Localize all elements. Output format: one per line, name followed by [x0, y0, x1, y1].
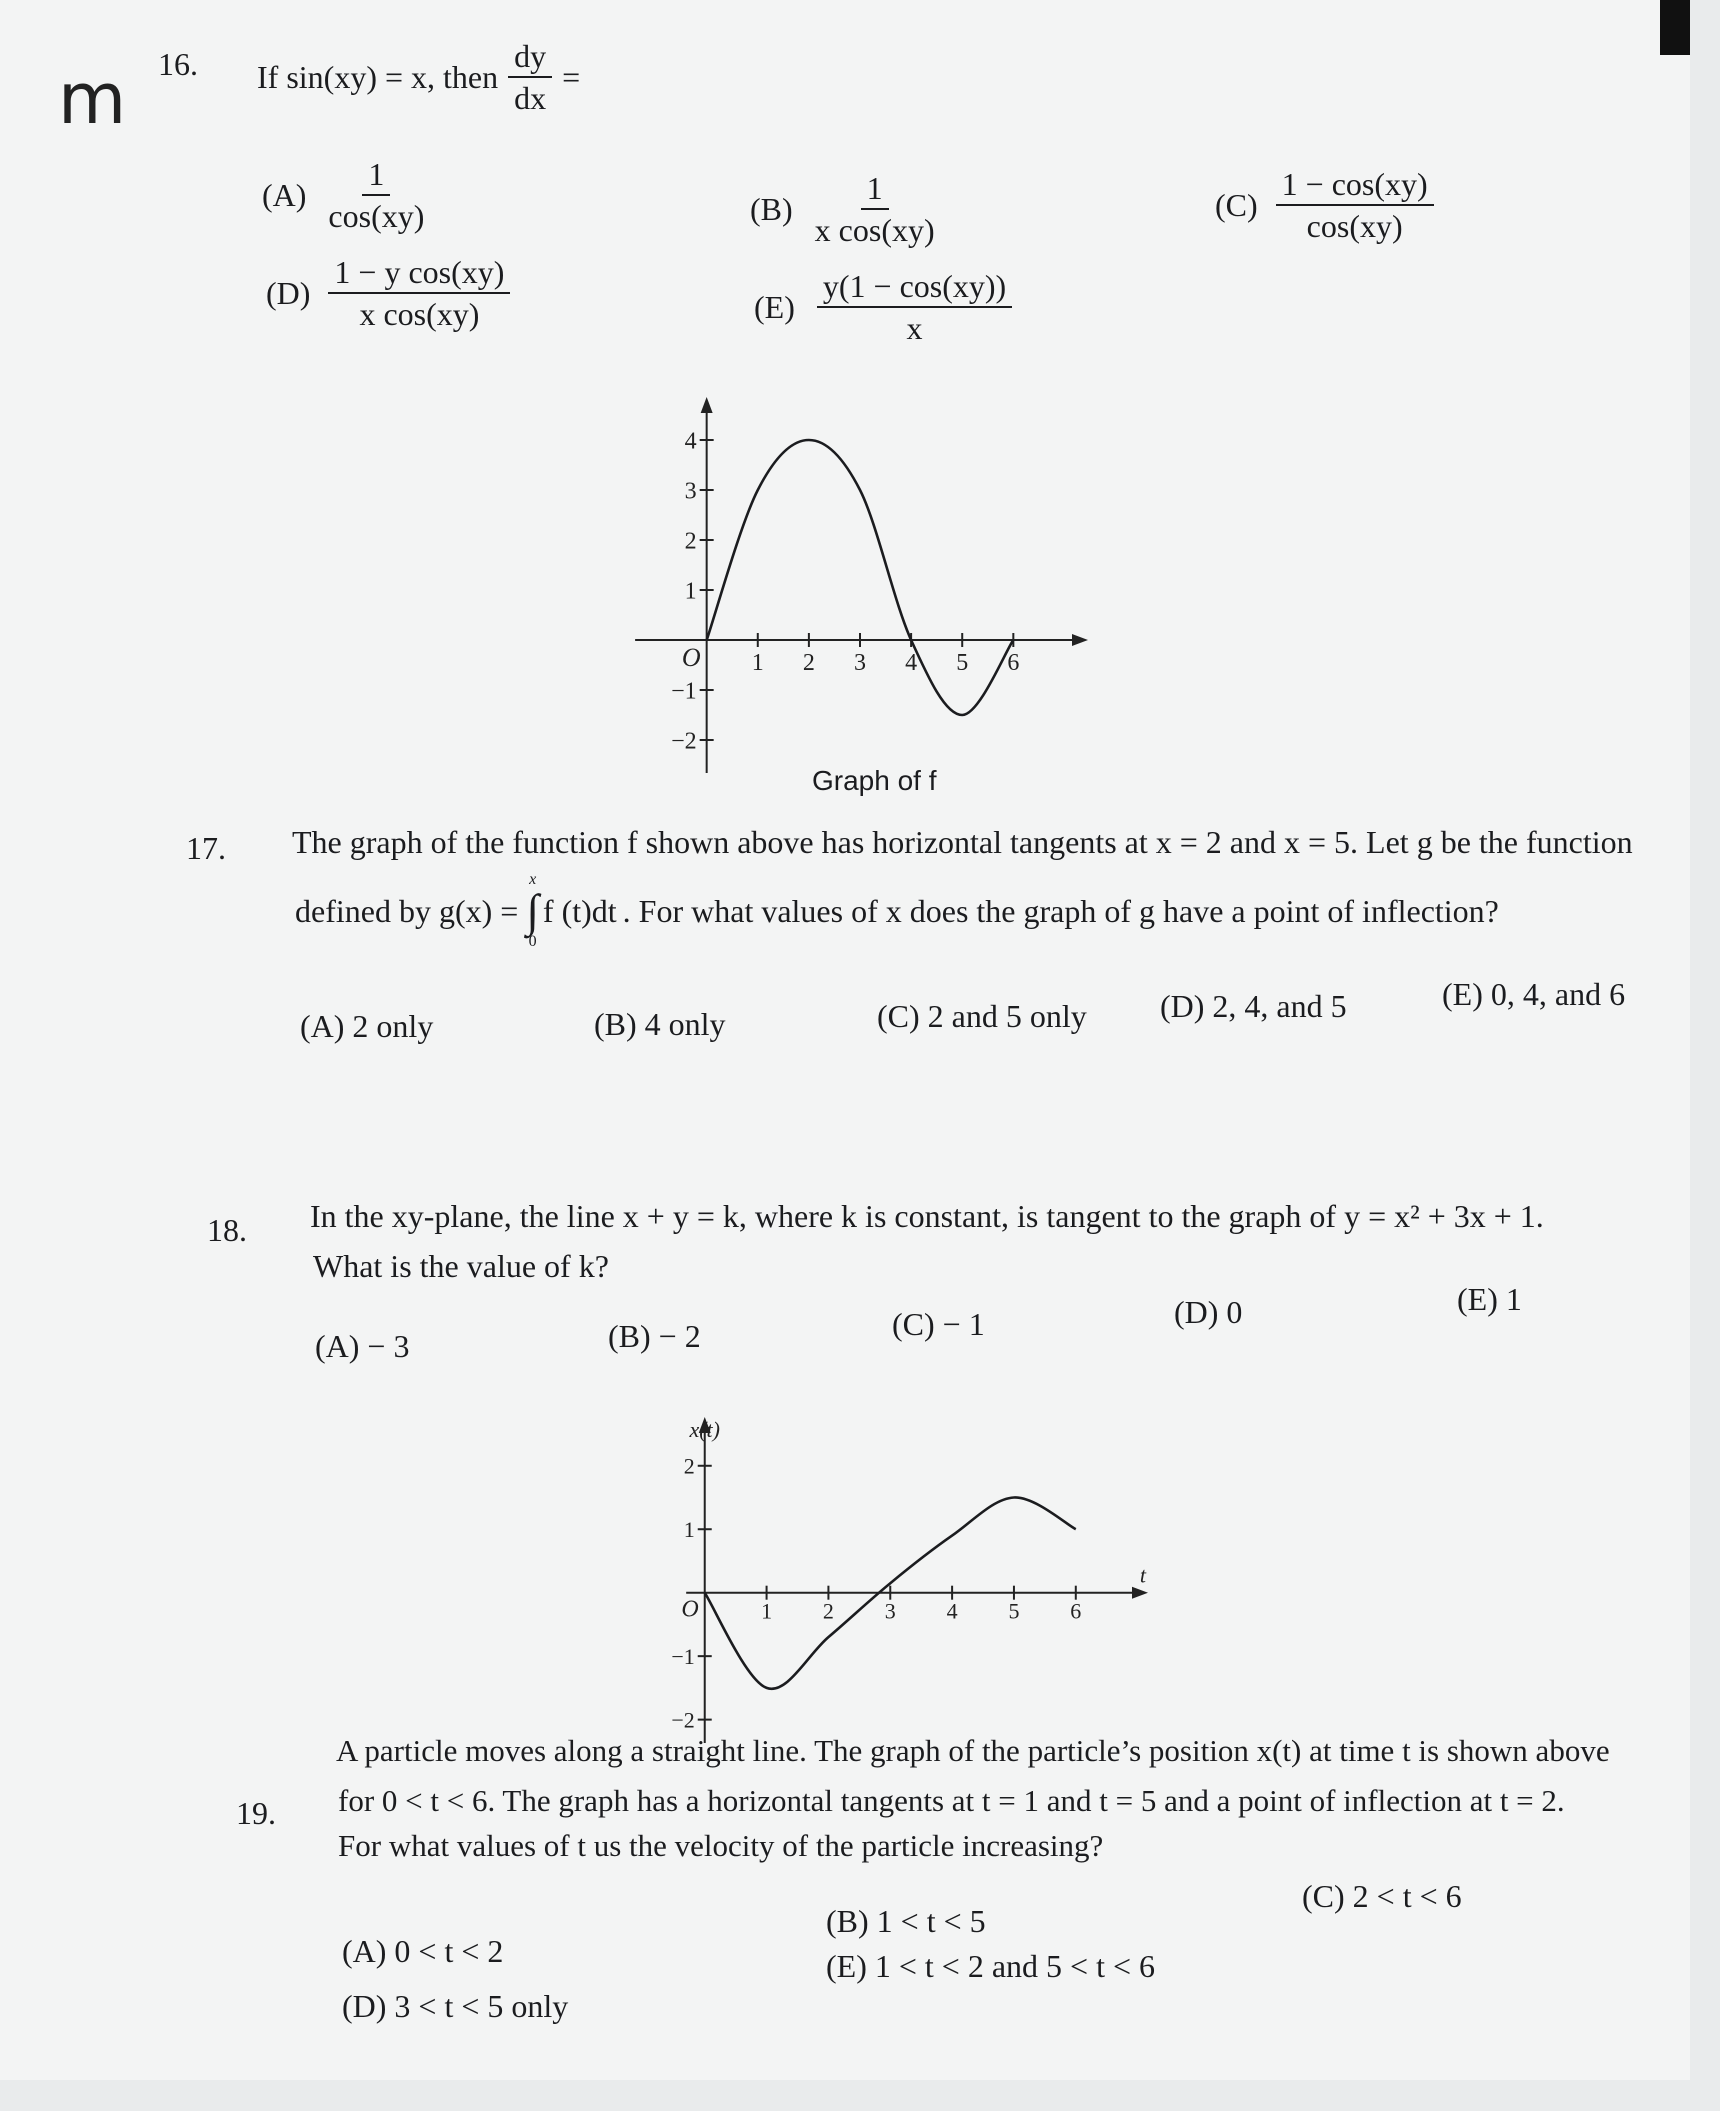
q17-line2-prefix: defined by g(x) =	[295, 893, 519, 929]
x-tick-label: 5	[1008, 1598, 1020, 1624]
choice-label: (A)	[262, 177, 307, 213]
y-tick-label: −1	[671, 678, 697, 705]
graph-of-position	[671, 1415, 1150, 1745]
choice-label: (D)	[1160, 988, 1205, 1024]
q17-choice-c[interactable]	[877, 1000, 1087, 1032]
y-tick-label: 1	[684, 578, 697, 605]
x-tick-label: 4	[946, 1598, 958, 1624]
choice-label: (C)	[1302, 1878, 1345, 1914]
choice-numerator: 1	[362, 158, 390, 196]
q16-choice-b[interactable]	[750, 172, 935, 246]
q16-number: 16.	[158, 46, 198, 82]
choice-label: (E)	[826, 1948, 867, 1984]
q18-line1: In the xy-plane, the line x + y = k, where k is constant, is tangent to the graph of y = x² + 3x + 1.	[310, 1198, 1544, 1234]
choice-text: 2, 4, and 5	[1212, 988, 1347, 1024]
origin-label: O	[681, 643, 701, 672]
q17-choice-a[interactable]	[300, 1010, 433, 1042]
q16-deriv-den: dx	[514, 80, 547, 116]
y-tick-label: 3	[684, 478, 697, 505]
choice-label: (B)	[750, 191, 793, 227]
q18-choice-b[interactable]	[608, 1320, 701, 1352]
q17-choice-b[interactable]	[594, 1008, 726, 1040]
choice-label: (A)	[315, 1328, 360, 1364]
q17-line2	[295, 872, 1499, 950]
q19-choice-e[interactable]	[826, 1950, 1155, 1982]
choice-fraction	[1276, 168, 1434, 242]
choice-numerator: y(1 − cos(xy))	[817, 270, 1012, 308]
choice-denominator: cos(xy)	[328, 198, 425, 234]
choice-denominator: x cos(xy)	[814, 212, 935, 248]
choice-numerator: 1	[861, 172, 889, 210]
choice-numerator: 1 − y cos(xy)	[328, 256, 510, 294]
choice-text: 1 < t < 2 and 5 < t < 6	[874, 1948, 1156, 1984]
y-axis-label: x(t)	[689, 1417, 721, 1442]
q16-choice-c[interactable]	[1215, 168, 1434, 242]
choice-numerator: 1 − cos(xy)	[1276, 168, 1434, 206]
q18-line2: What is the value of k?	[313, 1248, 609, 1284]
graph-f-caption: Graph of f	[812, 765, 937, 796]
q18-choice-a[interactable]	[315, 1330, 409, 1362]
q19-line2: for 0 < t < 6. The graph has a horizontal tangents at t = 1 and t = 5 and a point of inflection at t = 2.	[338, 1783, 1565, 1818]
q17-number: 17.	[186, 830, 226, 866]
choice-label: (E)	[754, 289, 795, 325]
choice-text: − 3	[367, 1328, 410, 1364]
choice-label: (A)	[300, 1008, 345, 1044]
q16-equals: =	[562, 59, 581, 95]
q19-line3: For what values of t us the velocity of the particle increasing?	[338, 1828, 1104, 1863]
q18-choice-c[interactable]	[892, 1308, 985, 1340]
choice-label: (C)	[892, 1306, 935, 1342]
q16-derivative	[508, 40, 552, 114]
x-axis-arrow	[1132, 1587, 1148, 1599]
y-tick-label: 1	[683, 1516, 695, 1542]
choice-fraction	[328, 256, 510, 330]
q19-line1: A particle moves along a straight line. The graph of the particle’s position x(t) at time t is shown above	[336, 1733, 1610, 1768]
choice-label: (D)	[1174, 1294, 1219, 1330]
choice-label: (B)	[594, 1006, 637, 1042]
integral-lower-limit: 0	[528, 933, 537, 950]
x-tick-label: 1	[751, 650, 764, 676]
x-tick-label: 2	[802, 650, 815, 676]
x-tick-label: 5	[956, 650, 969, 676]
y-tick-label: 4	[684, 428, 697, 455]
q17-choice-d[interactable]	[1160, 990, 1347, 1022]
margin-mark: m	[58, 58, 127, 140]
y-tick-label: −2	[671, 728, 697, 755]
choice-label: (D)	[266, 275, 311, 311]
x-tick-label: 3	[854, 650, 866, 676]
y-axis-arrow	[701, 397, 713, 413]
choice-text: 4 only	[644, 1006, 726, 1042]
q16-stem-text: If sin(xy) = x, then	[257, 59, 499, 95]
choice-label: (B)	[826, 1903, 869, 1939]
x-tick-label: 6	[1070, 1598, 1082, 1624]
x-axis-arrow	[1072, 634, 1088, 646]
y-tick-label: 2	[683, 1453, 695, 1479]
q16-choice-e[interactable]	[754, 270, 1012, 344]
choice-text: 1 < t < 5	[876, 1903, 986, 1939]
x-tick-label: 3	[884, 1598, 896, 1624]
q16-choice-a[interactable]	[262, 158, 424, 232]
choice-label: (C)	[877, 998, 920, 1034]
choice-label: (B)	[608, 1318, 651, 1354]
choice-text: 2 < t < 6	[1352, 1878, 1462, 1914]
x-tick-label: 2	[822, 1598, 834, 1624]
q19-choice-a[interactable]	[342, 1935, 503, 1967]
integral-sign: x ∫ 0	[526, 871, 539, 950]
choice-text: 0	[1226, 1294, 1243, 1330]
y-tick-label: −2	[671, 1707, 695, 1733]
q19-number: 19.	[236, 1795, 276, 1831]
q17-integrand: f (t)dt	[542, 893, 617, 929]
q18-number: 18.	[207, 1212, 247, 1248]
choice-text: 1	[1505, 1281, 1522, 1317]
choice-text: 2 and 5 only	[927, 998, 1087, 1034]
choice-text: − 1	[942, 1306, 985, 1342]
x-tick-label: 6	[1007, 650, 1020, 676]
y-tick-label: −1	[671, 1643, 695, 1669]
q16-choice-d[interactable]	[266, 256, 510, 330]
y-tick-label: 2	[684, 528, 697, 555]
photo-edge-strip	[1660, 0, 1690, 55]
graph-of-f	[630, 395, 1090, 775]
q18-choice-e[interactable]	[1457, 1283, 1522, 1315]
q19-choice-d[interactable]	[342, 1990, 568, 2022]
x-tick-label: 4	[905, 650, 918, 676]
choice-text: − 2	[658, 1318, 701, 1354]
choice-text: 3 < t < 5 only	[394, 1988, 569, 2024]
choice-label: (E)	[1442, 976, 1483, 1012]
choice-label: (C)	[1215, 187, 1258, 223]
choice-denominator: x cos(xy)	[359, 296, 480, 332]
choice-fraction	[328, 158, 424, 232]
choice-text: 0, 4, and 6	[1490, 976, 1626, 1012]
origin-label: O	[681, 1596, 699, 1623]
choice-label: (A)	[342, 1933, 387, 1969]
x-tick-label: 1	[761, 1598, 773, 1624]
choice-fraction	[817, 270, 1012, 344]
integral-upper-limit: x	[529, 871, 537, 888]
q16-stem	[257, 40, 580, 114]
choice-text: 0 < t < 2	[394, 1933, 504, 1969]
choice-fraction	[815, 172, 935, 246]
x-axis-label: t	[1139, 1562, 1146, 1588]
choice-text: 2 only	[352, 1008, 434, 1044]
q19-choice-b[interactable]	[826, 1905, 986, 1937]
choice-label: (E)	[1457, 1281, 1498, 1317]
q19-choice-c[interactable]	[1302, 1880, 1462, 1912]
q16-deriv-num: dy	[508, 40, 552, 78]
q17-line1: The graph of the function f shown above has horizontal tangents at x = 2 and x = 5. Let g be the function	[292, 824, 1633, 860]
q17-line2-suffix: . For what values of x does the graph of g have a point of inflection?	[622, 893, 1499, 929]
choice-denominator: x	[906, 310, 923, 346]
q18-choice-d[interactable]	[1174, 1296, 1242, 1328]
choice-denominator: cos(xy)	[1306, 208, 1403, 244]
choice-label: (D)	[342, 1988, 387, 2024]
q17-choice-e[interactable]	[1442, 978, 1625, 1010]
